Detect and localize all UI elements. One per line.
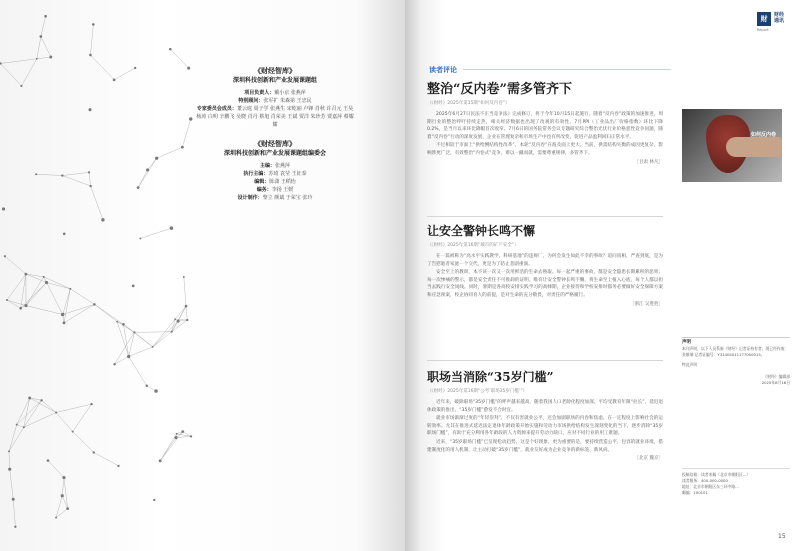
network-link	[63, 304, 95, 314]
network-link	[26, 277, 44, 306]
article-1-source: （《财经》2025年第15期“如何反内卷”）	[427, 101, 510, 106]
network-node	[6, 299, 8, 301]
network-node	[181, 146, 184, 149]
network-link	[41, 36, 51, 57]
notice-box	[682, 337, 790, 386]
network-link	[129, 332, 135, 356]
network-node	[181, 430, 184, 433]
network-link	[26, 306, 63, 315]
magazine-logo-text: 财经 通讯	[774, 12, 785, 24]
group1-subtitle: 深圳科技创新和产业发展课题组	[232, 77, 317, 84]
credit-label: 执行主编：	[243, 171, 269, 177]
network-link	[148, 158, 157, 170]
network-link	[94, 304, 117, 321]
credit-row	[195, 170, 355, 178]
credit-value: 董云庭 周子学 张燕生 宋屹丽 卢锋 肖秋 许召元 王昊	[236, 106, 354, 112]
group2-rows	[195, 162, 355, 202]
network-link	[184, 277, 186, 306]
network-link	[56, 509, 68, 518]
credit-row	[195, 105, 355, 113]
network-node	[55, 412, 57, 414]
network-node	[43, 276, 45, 278]
network-node	[185, 305, 188, 308]
section-label: 读者评论	[429, 66, 457, 74]
network-node	[122, 323, 125, 326]
network-node	[155, 157, 158, 160]
article-2-source: （《财经》2025年第16期“城市的矿产安全”）	[427, 243, 519, 248]
network-node	[8, 450, 10, 452]
credit-row	[195, 162, 355, 170]
network-node	[16, 424, 18, 426]
network-link	[138, 170, 147, 188]
article-2	[427, 222, 663, 307]
network-link	[13, 499, 15, 526]
network-node	[47, 459, 50, 462]
credit-value: 张燕萍	[275, 163, 291, 169]
network-node	[63, 321, 66, 324]
credit-value: 戴小京 张燕萍	[274, 90, 306, 96]
logo-subtitle: Report	[757, 28, 769, 32]
network-node	[23, 426, 25, 428]
network-node	[174, 436, 177, 439]
network-node	[93, 451, 95, 453]
credit-value: 苏琦 袁莹 王征泰	[268, 171, 307, 177]
credit-row	[195, 89, 355, 97]
network-link	[7, 300, 21, 308]
network-link	[62, 172, 89, 175]
article-2-title: 让安全警钟长鸣不懈	[427, 224, 536, 238]
network-node	[88, 108, 91, 111]
network-node	[153, 499, 155, 501]
network-node	[189, 117, 192, 120]
network-link	[91, 186, 103, 220]
network-link	[115, 332, 135, 364]
network-link	[94, 304, 123, 324]
article-3-body: 近年来，破除职场“35岁门槛”的呼声越来越高，随着我国人口老龄化程度加深、平均受教育年限“拉长”，延迟退休政策的推出，“35岁门槛”愈发不合时宜。 就业市场渐渐过度的“年轻崇拜”，不仅有害就业公平，还会加剧职场的内卷和焦虑。在一定程度上影响社会的运转效率。尤其在推进式延迟法定退休年龄政策开始实施和劳动力市场供给结构发生深刻变化的当下，逐步消除“35岁职场门槛”，有助于充分利用各年龄段的人力资源来提升劳动力缺口，应对不同行业的用工难题。 近来，“35岁职场门槛”已呈现松动趋势，这是个好现象，更为重要的是，要持续营造公平，包容的就业环境，搭建制度化的用人机制，让主动打破“35岁门槛”，就业友好成为企业竞争的新标签、新风尚。	[427, 400, 663, 453]
network-link	[90, 24, 93, 55]
network-link	[153, 321, 178, 347]
network-node	[55, 517, 57, 519]
network-link	[9, 451, 10, 469]
article-1-title: 整治“反内卷”需多管齐下	[427, 82, 572, 97]
network-node	[63, 233, 66, 236]
group1-title: 《财经智库》	[254, 67, 296, 75]
network-node	[40, 399, 42, 401]
network-link	[115, 357, 129, 365]
network-link	[73, 404, 92, 432]
network-node	[174, 318, 176, 320]
network-node	[61, 494, 64, 497]
network-node	[25, 273, 28, 276]
magazine-logo-icon: 财	[757, 12, 771, 26]
network-node	[177, 320, 180, 323]
network-node	[28, 397, 31, 400]
right-page	[405, 0, 810, 551]
network-link	[117, 322, 134, 333]
network-node	[61, 174, 63, 176]
network-link	[62, 478, 64, 496]
network-link	[153, 319, 175, 347]
credit-row	[195, 186, 355, 194]
group1-rows	[195, 89, 355, 129]
network-link	[26, 274, 44, 277]
network-link	[138, 158, 157, 187]
article-1-author: ［甘肃 林凡］	[634, 159, 663, 165]
notice-line: 2025年8月18日	[761, 380, 790, 385]
network-link	[64, 289, 70, 323]
network-link	[123, 324, 128, 356]
network-link	[26, 274, 47, 282]
contact-line: 投稿信箱：读者来稿（北京市朝阳区...）	[682, 472, 751, 477]
network-node	[44, 15, 47, 18]
network-node	[186, 319, 188, 321]
network-link	[182, 119, 190, 147]
article-3	[427, 368, 663, 461]
network-node	[117, 465, 119, 467]
network-link	[175, 319, 187, 320]
network-node	[72, 431, 74, 433]
contact-line: 读者服务：400-000-0000	[682, 478, 728, 483]
notice-title: 声明	[682, 337, 790, 346]
article-3-author: ［北京 魏京］	[634, 456, 663, 462]
article-1-body: 2025年6月27日民法不正当竞争法》完成修订，将于今年10月15日起施行。随着“反内卷”政策的加速推进，周期行业的整治呼吁持续走热，相关经济数据也出现了改观的有效性。7月PPI（工业品出厂价格指数）环比下降0.2%，是当月以来环比降幅首次收窄。7月6日的国务院常务会议专题研究综合整治光伏行业价格恶性竞争问题，随着“反内卷”行动的深度发展，企业在管理复杂和市场生产中也有所改变，促进产品盈利回归正常水平。 不过相较于市面上“供给侧结构性改革”，本轮“反内卷”在波及面上更大。当前，供需结构失衡的成因更复杂，影响涉更广泛，有效整治“内卷式”竞争，难以一蹴而就，需要尊重规律，多管齐下。	[427, 112, 663, 156]
network-link	[176, 436, 191, 437]
network-node	[137, 186, 140, 189]
credit-label: 主编：	[259, 163, 275, 169]
network-node	[14, 526, 16, 528]
contact-line: 地址：北京市朝阳区东三环中路...	[682, 484, 739, 489]
credit-value: 张军扩 朱森第 王忠民	[263, 98, 312, 104]
network-link	[37, 36, 41, 58]
network-node	[187, 67, 190, 70]
network-node	[113, 78, 116, 81]
network-link	[56, 496, 62, 518]
network-node	[35, 173, 37, 175]
network-link	[10, 469, 13, 499]
network-link	[56, 413, 73, 432]
network-node	[190, 435, 192, 437]
article-3-title: 职场当消除“35岁门槛”	[427, 370, 554, 384]
network-node	[152, 346, 154, 348]
network-node	[134, 67, 136, 69]
network-link	[70, 289, 94, 305]
network-link	[30, 398, 42, 400]
network-node	[90, 403, 92, 405]
group2-title: 《财经智库》	[254, 140, 296, 148]
page-number: 15	[778, 533, 786, 540]
section-divider	[463, 69, 671, 70]
network-link	[134, 332, 152, 346]
network-node	[24, 304, 27, 307]
network-node	[101, 218, 104, 221]
network-link	[37, 57, 51, 59]
network-node	[171, 331, 173, 333]
network-link	[129, 357, 147, 386]
network-link	[153, 332, 172, 347]
network-node	[93, 303, 96, 306]
network-link	[9, 425, 17, 452]
network-link	[47, 282, 63, 314]
network-link	[129, 347, 153, 357]
network-node	[62, 476, 65, 479]
hand-graphic	[726, 137, 782, 157]
notice-line: 张敏瑞 记者证编号：Y31404011177000015。	[682, 352, 765, 357]
network-link	[7, 300, 26, 306]
network-node	[4, 255, 6, 257]
credit-label: 专家委员会成员：	[196, 106, 237, 112]
network-link	[170, 49, 188, 68]
network-link	[63, 289, 71, 315]
article-divider	[427, 360, 663, 361]
network-link	[17, 398, 30, 425]
article-divider	[427, 216, 663, 217]
network-link	[42, 400, 57, 412]
article-photo	[682, 109, 782, 182]
network-link	[160, 438, 176, 461]
network-link	[90, 55, 114, 80]
credit-row	[195, 113, 355, 129]
network-link	[17, 425, 24, 428]
group2-subtitle: 深圳科技创新和产业发展课题组编委会	[223, 150, 326, 157]
notice-line: 本刊声明，以下人员系新《财经》记者证持有者，现已经作废：	[682, 346, 789, 351]
credits-block	[195, 66, 355, 202]
credit-label: 项目负责人：	[244, 90, 275, 96]
credit-label: 编辑：	[254, 179, 270, 185]
network-node	[66, 507, 69, 510]
credit-label: 编务：	[256, 187, 272, 193]
network-link	[9, 427, 24, 451]
credit-value: 杨涛 白明 辛鹏飞 吴晓 肖丹 蔡旭 肖荣美 王斌 贾洋 朱珍芳 贾嘉萍 蔡耀耀	[196, 114, 354, 128]
notice-line: 特此声明	[682, 362, 698, 367]
network-node	[89, 185, 91, 187]
network-node	[8, 468, 11, 471]
network-link	[160, 432, 183, 461]
network-node	[92, 23, 95, 26]
network-node	[12, 498, 15, 501]
credit-value: 黎立 颜斌 于荣宝 张玲	[262, 195, 313, 201]
network-node	[19, 307, 22, 310]
network-link	[0, 59, 36, 64]
network-link	[157, 147, 183, 158]
network-node	[69, 288, 71, 290]
network-node	[61, 313, 64, 316]
network-link	[73, 432, 94, 453]
network-link	[94, 452, 119, 465]
network-node	[159, 459, 162, 462]
network-link	[41, 16, 46, 36]
network-link	[62, 176, 90, 186]
network-node	[146, 385, 149, 388]
network-link	[178, 306, 186, 321]
credit-row	[195, 194, 355, 202]
photo-caption: 如何反内卷	[750, 132, 776, 138]
network-link	[21, 59, 36, 86]
credit-row	[195, 97, 355, 105]
network-node	[183, 276, 185, 278]
network-node	[170, 226, 174, 230]
network-link	[134, 332, 171, 333]
network-node	[113, 363, 115, 365]
network-link	[48, 461, 64, 478]
network-node	[20, 85, 22, 87]
network-node	[39, 35, 42, 38]
article-1	[427, 78, 663, 165]
article-2-body: 在一篇被称为“高水平实践教学、科研基地”的违规厂，为何会发生如此不幸的事故？追问真相，严查到底，是为了告慰逝者家庭一个交代，更是为了防止悲剧重演。 安全至上的教训，本不该一次又一次用鲜活的生命去换取。每一起严重的事故，都是安全隐患长期累积的恶果；每一次惨痛的警示，都是安全责任不可推卸的证明。唯有让安全警钟长鸣不懈，将生命至上植入心底，每个人都以担当去践行安全岗线。同时，暑期是各高校安排实践学习的高峰期，企业接待和学校安排时都务必要做好安全保障方案和应急预案，校企协同育人的前提，是对生命的充分敬畏，对责任的严格履行。	[427, 254, 663, 298]
network-link	[175, 306, 186, 319]
network-node	[146, 168, 149, 171]
network-node	[49, 56, 52, 59]
credit-value: 陈潇 王稻怡	[269, 179, 296, 185]
network-link	[36, 174, 62, 175]
network-link	[160, 434, 176, 461]
credit-label: 设计制作：	[237, 195, 263, 201]
network-node	[139, 238, 141, 240]
network-link	[89, 172, 91, 186]
contact-info	[682, 468, 790, 496]
network-node	[133, 331, 135, 333]
contact-line: 邮编：100101	[682, 490, 708, 495]
credit-value: 李扬 王媛	[271, 187, 294, 193]
network-link	[114, 68, 135, 80]
credit-label: 特别顾问：	[238, 98, 264, 104]
network-link	[5, 256, 26, 274]
credit-row	[195, 178, 355, 186]
network-link	[0, 63, 21, 85]
network-link	[56, 404, 91, 412]
network-node	[2, 207, 5, 210]
network-link	[21, 274, 26, 308]
network-link	[26, 282, 46, 305]
network-node	[132, 284, 135, 287]
network-node	[116, 321, 118, 323]
network-node	[45, 281, 48, 284]
network-node	[176, 433, 178, 435]
network-node	[89, 54, 92, 57]
article-2-author: ［浙江 吴胜胜］	[630, 301, 663, 307]
network-node	[169, 48, 172, 51]
article-3-source: （《财经》2025年第16期“公考‘职场35岁门槛’”）	[427, 389, 528, 394]
network-node	[36, 58, 38, 60]
network-link	[140, 228, 171, 238]
network-link	[186, 306, 187, 320]
network-link	[64, 304, 94, 322]
network-link	[30, 398, 56, 413]
network-link	[21, 282, 47, 308]
network-node	[88, 171, 90, 173]
network-link	[7, 274, 26, 300]
notice-line: 《财经》编辑部	[763, 374, 790, 379]
network-node	[127, 355, 130, 358]
network-node	[154, 389, 157, 392]
